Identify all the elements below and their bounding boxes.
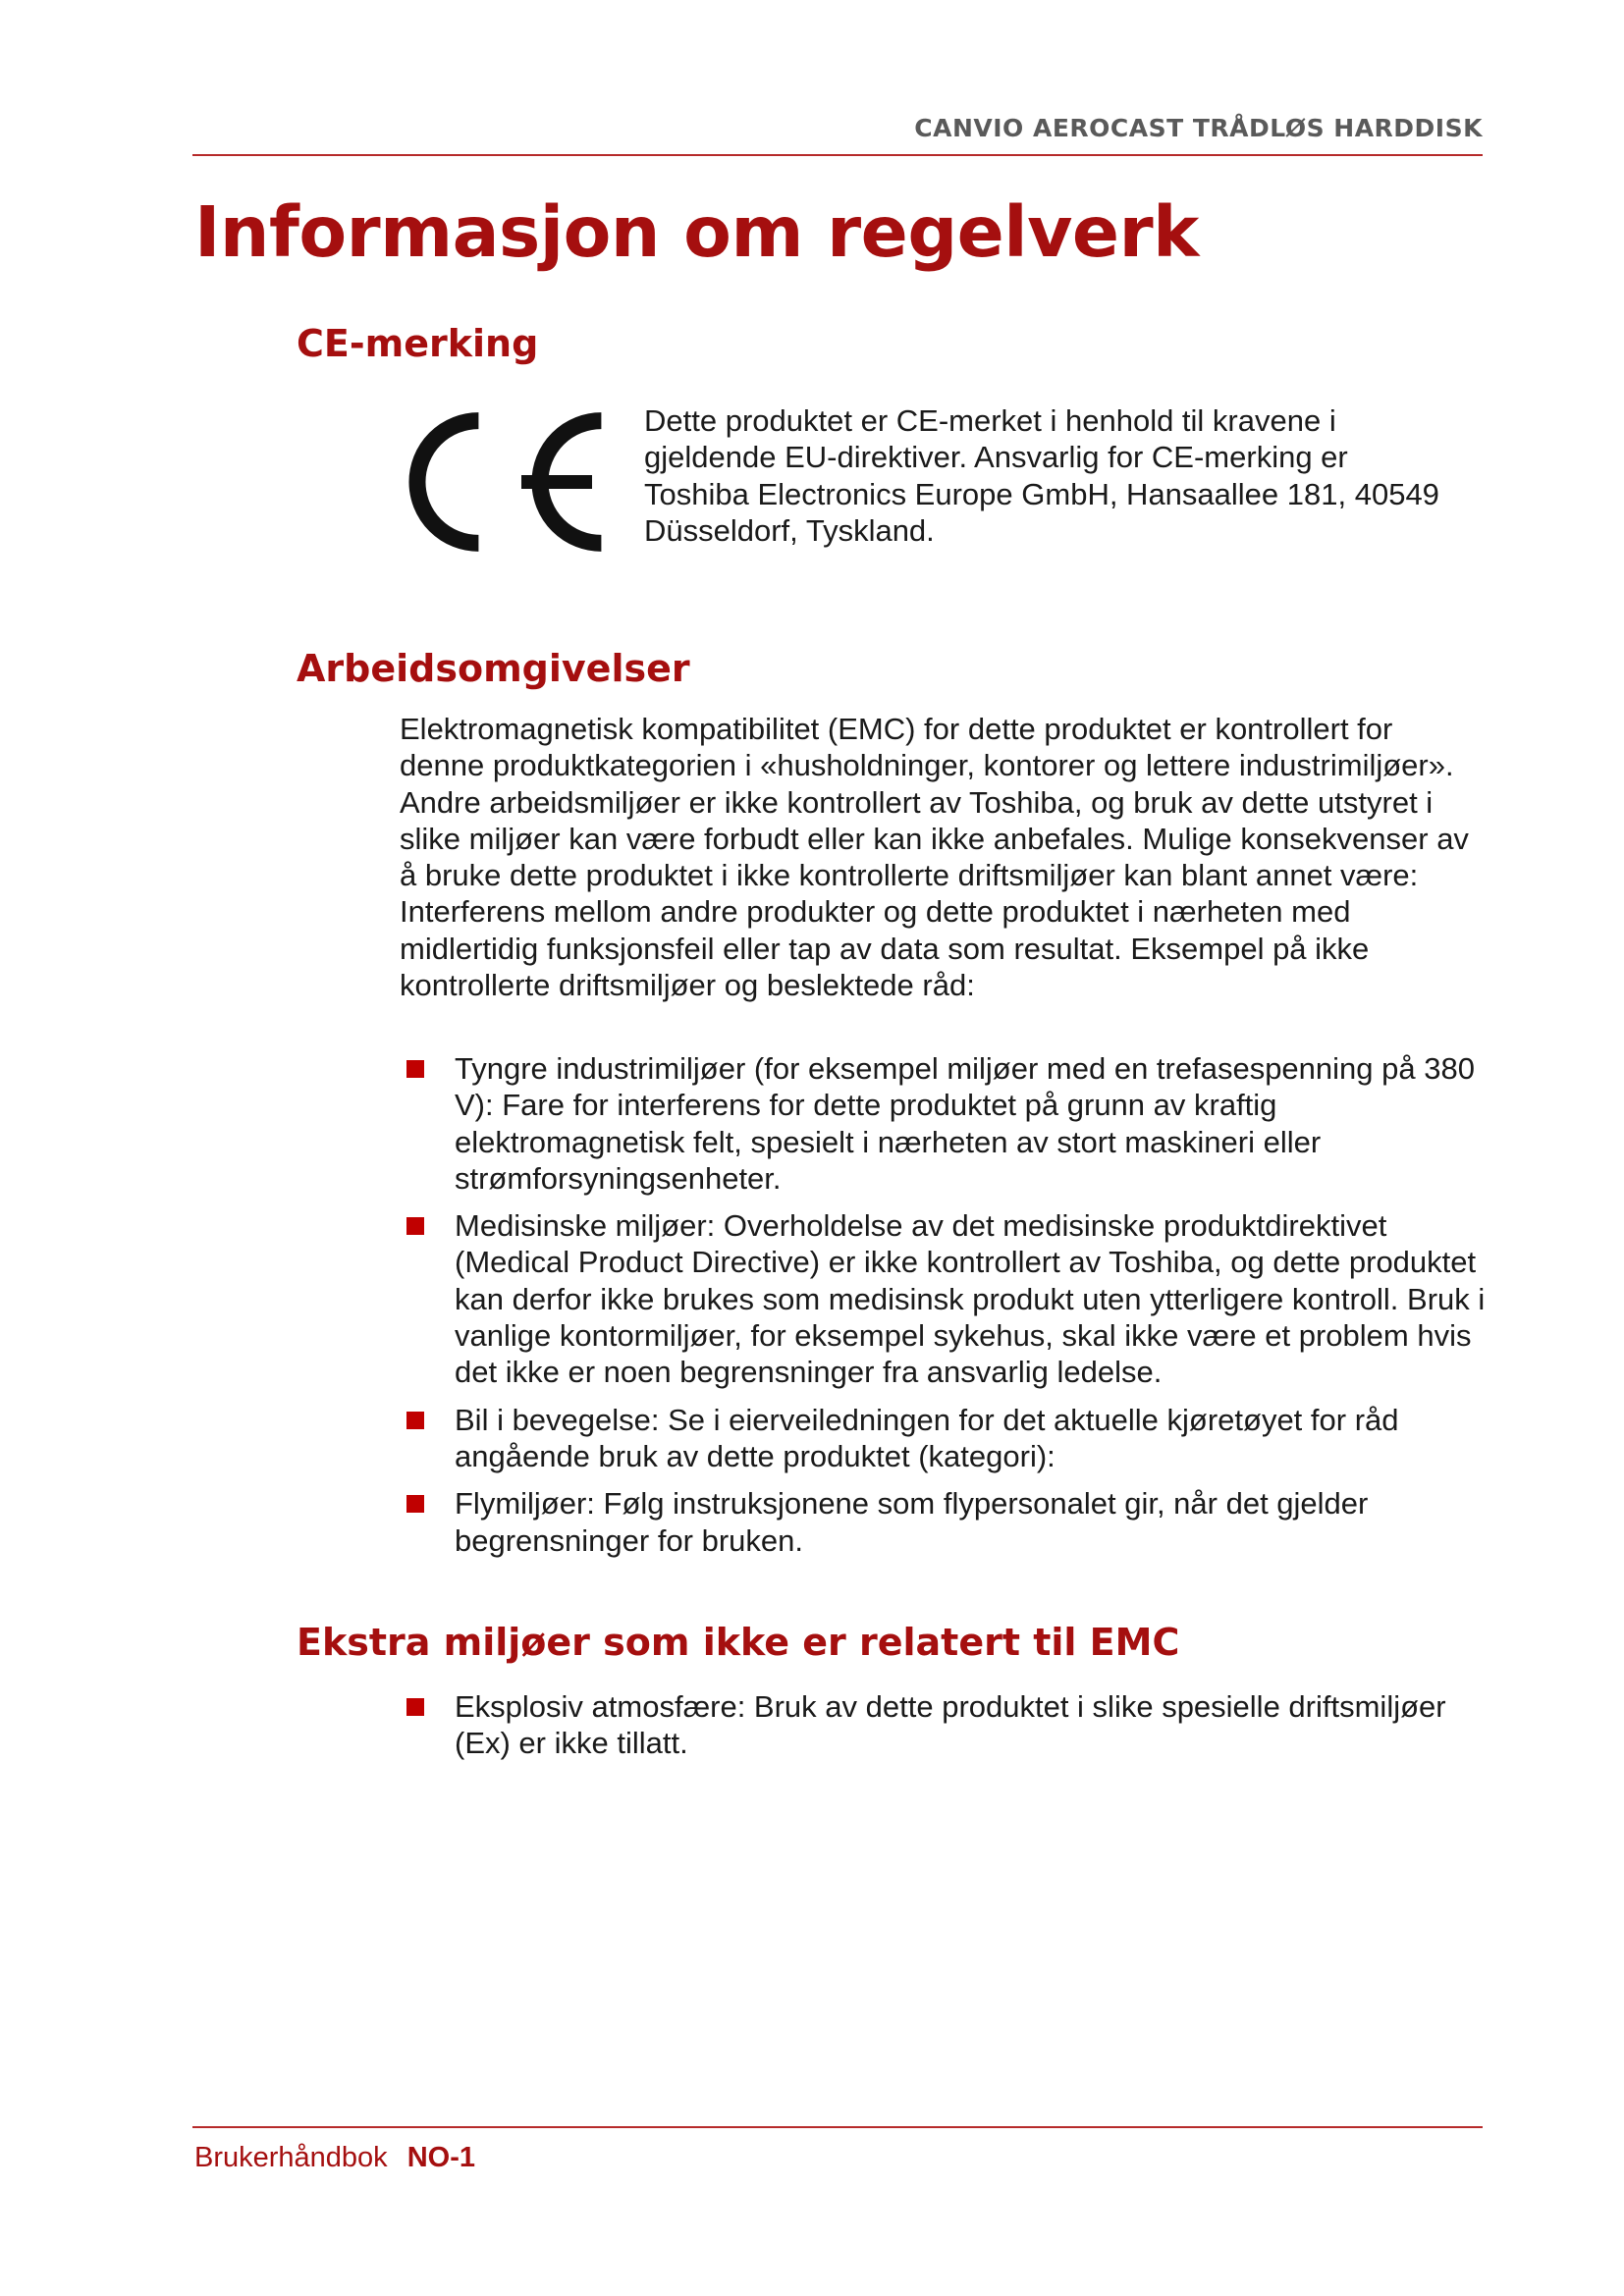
list-item [400, 1688, 1489, 1762]
ce-marking-heading: CE-merking [297, 322, 539, 365]
header-rule [192, 154, 1483, 156]
non-emc-heading: Ekstra miljøer som ikke er relatert til EMC [297, 1621, 1180, 1664]
footer-page-number: NO-1 [406, 2142, 475, 2173]
non-emc-list [400, 1688, 1489, 1773]
square-bullet-icon [406, 1698, 424, 1716]
ce-marking-text: Dette produktet er CE-merket i henhold til kravene i gjeldende EU-direktiver. Ansvarlig for CE-merking er Toshiba Electronics Europe GmbH, Hansaallee 181, 40549 Düsseldorf, Tyskland. [644, 403, 1439, 548]
ce-e-bar [521, 475, 592, 489]
list-item-text: Medisinske miljøer: Overholdelse av det medisinske produktdirektivet (Medical Product Directive) er ikke kontrollert av Toshiba, og dette produktet kan derfor ikke brukes som medisinsk produkt uten ytterligere kontroll. Bruk i vanlige kontormiljøer, for eksempel sykehus, skal ikke være et problem hvis det ikke er noen begrensninger fra ansvarlig ledelse. [455, 1208, 1486, 1390]
footer [194, 2142, 475, 2174]
work-environment-intro: Elektromagnetisk kompatibilitet (EMC) for dette produktet er kontrollert for denne produktkategorien i «husholdninger, kontorer og lettere industrimiljøer». Andre arbeidsmiljøer er ikke kontrollert av Toshiba, og bruk av dette utstyret i slike miljøer kan være forbudt eller kan ikke anbefales. Mulige konsekvenser av å bruke dette produktet i ikke kontrollerte driftsmiljøer kan blant annet være: Interferens mellom andre produkter og dette produktet i nærheten med midlertidig funksjonsfeil eller tap av data som resultat. Eksempel på ikke kontrollerte driftsmiljøer og beslektede råd: [400, 712, 1469, 1003]
work-environment-heading: Arbeidsomgivelser [297, 647, 690, 690]
list-item-text: Flymiljøer: Følg instruksjonene som flypersonalet gir, når det gjelder begrensninger for bruken. [455, 1486, 1369, 1558]
work-environment-list [400, 1050, 1489, 1570]
page-title: Informasjon om regelverk [194, 191, 1199, 273]
square-bullet-icon [406, 1495, 424, 1513]
list-item [400, 1050, 1489, 1197]
footer-rule [192, 2126, 1483, 2128]
ce-c-letter [417, 421, 478, 544]
list-item [400, 1485, 1489, 1559]
list-item-text: Eksplosiv atmosfære: Bruk av dette produktet i slike spesielle driftsmiljøer (Ex) er ikke tillatt. [455, 1689, 1446, 1761]
list-item-text: Bil i bevegelse: Se i eierveiledningen for det aktuelle kjøretøyet for råd angående bruk av dette produktet (kategori): [455, 1402, 1399, 1473]
ce-mark-logo [404, 403, 612, 561]
list-item-text: Tyngre industrimiljøer (for eksempel miljøer med en trefasespenning på 380 V): Fare for interferens for dette produktet på grunn av kraftig elektromagnetisk felt, spesielt i nærheten av stort maskineri eller strømforsyningsenheter. [455, 1051, 1475, 1196]
running-header: CANVIO AEROCAST TRÅDLØS HARDDISK [914, 114, 1483, 142]
square-bullet-icon [406, 1412, 424, 1429]
footer-manual-label: Brukerhåndbok [194, 2142, 388, 2173]
list-item [400, 1207, 1489, 1390]
list-item [400, 1402, 1489, 1475]
square-bullet-icon [406, 1217, 424, 1235]
square-bullet-icon [406, 1060, 424, 1078]
